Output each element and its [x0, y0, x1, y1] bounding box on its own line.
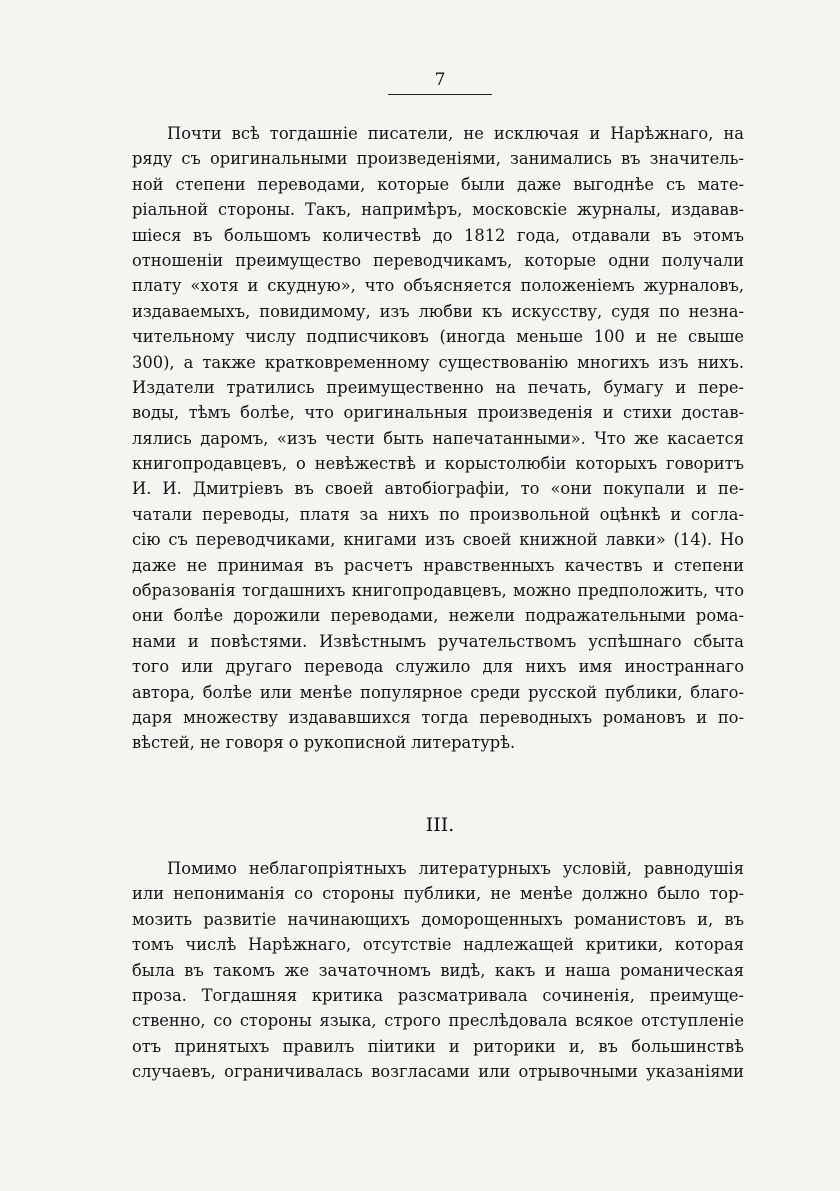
text-line: образованія тогдашнихъ книгопродавцевъ, можно предположить, что [132, 581, 744, 601]
text-line: ной степени переводами, которые были даже выгоднѣе съ мате- [132, 174, 744, 194]
text-line: мозить развитіе начинающихъ доморощенныхъ романистовъ и, въ [132, 909, 744, 929]
text-line: вѣстей, не говоря о рукописной литературѣ. [132, 733, 516, 753]
text-line: того или другаго перевода служило для нихъ имя иностраннаго [132, 657, 744, 677]
text-line: автора, болѣе или менѣе популярное среди русской публики, благо- [132, 682, 744, 702]
text-line: плату «хотя и скудную», что объясняется положеніемъ журналовъ, [132, 276, 744, 296]
text-line: томъ числѣ Нарѣжнаго, отсутствіе надлежащей критики, которая [132, 935, 744, 955]
text-line: ряду съ оригинальными произведеніями, занимались въ значитель- [132, 149, 744, 169]
text-line: Издатели тратились преимущественно на печать, бумагу и пере- [132, 377, 744, 397]
text-line: была въ такомъ же зачаточномъ видѣ, какъ и наша романическая [132, 960, 744, 980]
text-line: воды, тѣмъ болѣе, что оригинальныя произведенія и стихи достав- [132, 403, 744, 423]
text-line: ріальной стороны. Такъ, напримѣръ, московскіе журналы, издавав- [132, 200, 744, 220]
text-line: отношеніи преимущество переводчикамъ, которые одни получали [132, 250, 744, 270]
text-line: случаевъ, ограничивалась возгласами или отрывочными указаніями [132, 1062, 744, 1082]
text-line: 300), а также кратковременному существованію многихъ изъ нихъ. [132, 352, 744, 372]
page-number: 7 [434, 70, 446, 90]
text-line: чатали переводы, платя за нихъ по произвольной оцѣнкѣ и согла- [132, 504, 744, 524]
paragraph-1 [132, 121, 744, 756]
text-line: И. И. Дмитріевъ въ своей автобіографіи, то «они покупали и пе- [132, 479, 744, 499]
text-line: лялись даромъ, «изъ чести быть напечатанными». Что же касается [132, 428, 744, 448]
text-line: даря множеству издававшихся тогда переводныхъ романовъ и по- [132, 707, 744, 727]
paragraph-2 [132, 856, 744, 1085]
text-line: издаваемыхъ, повидимому, изъ любви къ искусству, судя по незна- [132, 301, 744, 321]
text-line: они болѣе дорожили переводами, нежели подражательными рома- [132, 606, 744, 626]
text-line: чительному числу подписчиковъ (иногда меньше 100 и не свыше [132, 327, 744, 347]
text-line: Почти всѣ тогдашніе писатели, не исключая и Нарѣжнаго, на [167, 124, 744, 143]
text-line: сію съ переводчиками, книгами изъ своей книжной лавки» (14). Но [132, 530, 744, 550]
section-heading: III. [425, 814, 455, 836]
text-line: даже не принимая въ расчетъ нравственныхъ качествъ и степени [132, 555, 744, 575]
page-number-rule [388, 94, 492, 95]
text-line: шіеся въ большомъ количествѣ до 1812 года, отдавали въ этомъ [132, 225, 744, 245]
text-line: книгопродавцевъ, о невѣжествѣ и корыстолюбіи которыхъ говоритъ [132, 454, 744, 474]
text-line: нами и повѣстями. Извѣстнымъ ручательствомъ успѣшнаго сбыта [132, 631, 744, 651]
text-line: или непониманія со стороны публики, не менѣе должно было тор- [132, 884, 744, 904]
text-line: Помимо неблагопріятныхъ литературныхъ условій, равнодушія [167, 859, 744, 878]
text-line: отъ принятыхъ правилъ піитики и риторики и, въ большинствѣ [132, 1036, 744, 1056]
text-line: проза. Тогдашняя критика разсматривала сочиненія, преимуще- [132, 985, 744, 1005]
text-line: ственно, со стороны языка, строго преслѣдовала всякое отступленіе [132, 1011, 744, 1031]
